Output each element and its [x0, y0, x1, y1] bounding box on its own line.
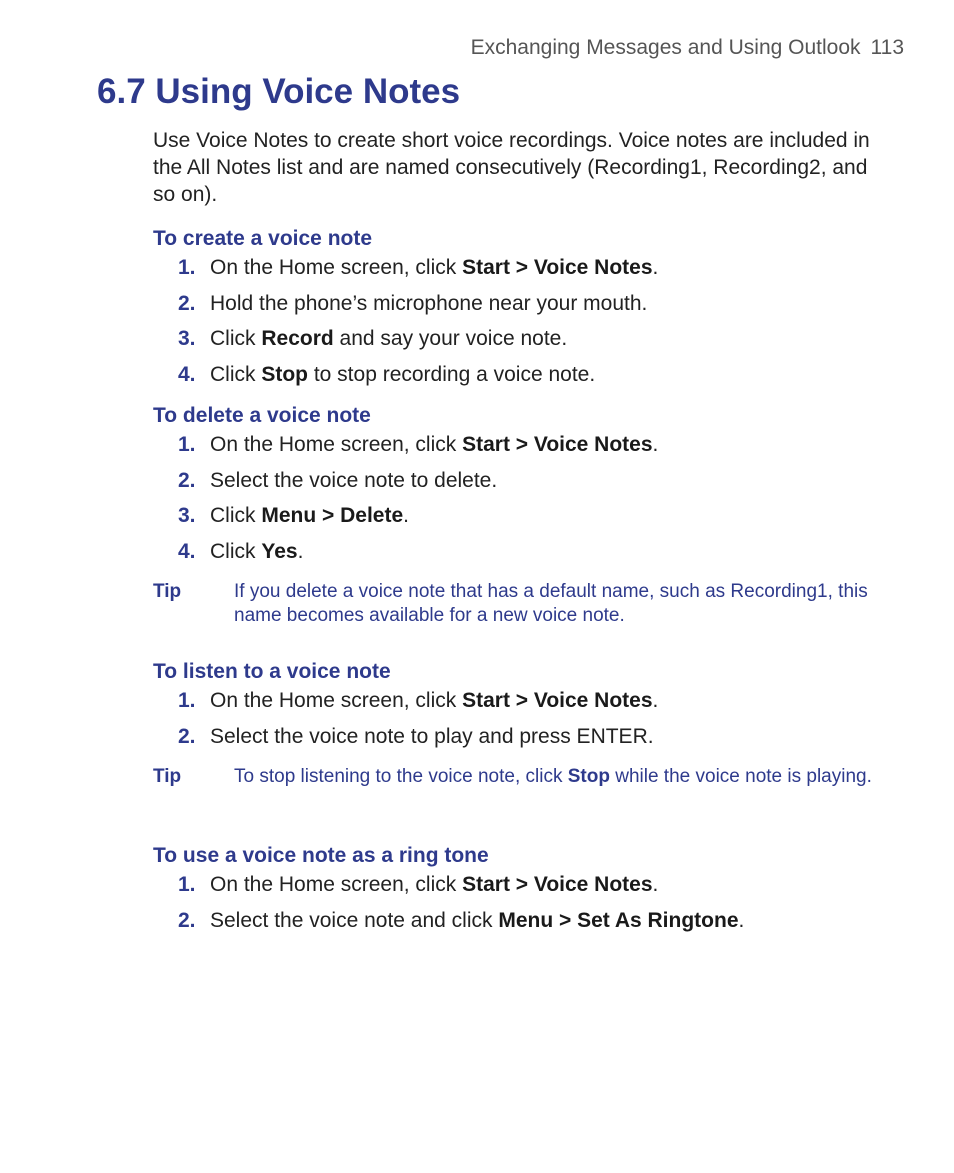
step-text: Select the voice note to play and press ENTER.: [210, 724, 654, 748]
step-item: [153, 467, 893, 503]
step-item: [153, 361, 893, 397]
step-item: [153, 431, 893, 467]
step-number: 3.: [178, 504, 196, 527]
section-ringtone-voice-note: [153, 843, 893, 942]
section-heading: To listen to a voice note: [153, 660, 391, 683]
step-number: 2.: [178, 291, 196, 315]
step-command: Start > Voice Notes: [462, 873, 653, 896]
step-text: Click: [210, 362, 262, 386]
running-header: [471, 36, 904, 60]
tip-text-end: while the voice note is playing.: [609, 766, 872, 787]
step-item: [153, 538, 893, 574]
step-item: [153, 254, 893, 290]
step-command: Record: [261, 327, 334, 350]
step-text-end: .: [652, 873, 659, 896]
step-number: 1.: [178, 689, 196, 712]
step-text: Click: [210, 539, 262, 563]
tip-text: [234, 765, 873, 789]
step-item: [153, 502, 893, 538]
step-number: 4.: [178, 539, 196, 563]
section-heading: To use a voice note as a ring tone: [153, 844, 489, 867]
step-command: Yes: [261, 539, 298, 563]
step-item: [153, 907, 893, 943]
step-item: [153, 290, 893, 326]
step-number: 2.: [178, 908, 196, 932]
step-list: [153, 254, 893, 396]
step-text-end: .: [738, 908, 745, 932]
step-number: 1.: [178, 256, 196, 279]
section-listen-voice-note: [153, 659, 893, 758]
step-number: 1.: [178, 433, 196, 456]
tip-text: [234, 580, 873, 627]
chapter-title: Exchanging Messages and Using Outlook: [470, 36, 861, 59]
step-list: [153, 687, 893, 758]
step-text: Hold the phone’s microphone near your mouth.: [210, 291, 648, 315]
step-text: Select the voice note to delete.: [210, 468, 498, 492]
step-number: 4.: [178, 362, 196, 386]
step-list: [153, 871, 893, 942]
step-text: On the Home screen, click: [210, 873, 463, 896]
step-command: Start > Voice Notes: [462, 689, 653, 712]
step-number: 2.: [178, 468, 196, 492]
tip-text-start: To stop listening to the voice note, click: [234, 766, 568, 787]
step-text-end: .: [652, 256, 659, 279]
page-number: 113: [870, 36, 904, 59]
step-text: Select the voice note and click: [210, 908, 499, 932]
step-text-end: .: [297, 539, 304, 563]
step-text: On the Home screen, click: [210, 433, 463, 456]
tip-label: Tip: [153, 766, 182, 787]
step-text: On the Home screen, click: [210, 689, 463, 712]
step-text: Click: [210, 504, 262, 527]
step-list: [153, 431, 893, 573]
step-command: Stop: [261, 362, 308, 386]
step-command: Menu > Delete: [261, 504, 404, 527]
section-create-voice-note: [153, 226, 893, 396]
tip-text-start: If you delete a voice note that has a default name, such as Recording1, this name becomes available for a new voice note.: [234, 581, 868, 626]
step-text-end: and say your voice note.: [333, 327, 568, 350]
step-item: [153, 723, 893, 759]
step-item: [153, 687, 893, 723]
intro-paragraph: Use Voice Notes to create short voice recordings. Voice notes are included in the All Notes list and are named consecutively (Recording1, Recording2, and so on).: [153, 129, 870, 206]
step-text-end: .: [652, 689, 659, 712]
tip-command: Stop: [567, 766, 610, 787]
step-number: 1.: [178, 873, 196, 896]
step-item: [153, 325, 893, 361]
section-heading: To delete a voice note: [153, 404, 371, 427]
step-item: [153, 871, 893, 907]
tip-box: [153, 765, 873, 789]
step-text: Click: [210, 327, 262, 350]
step-number: 3.: [178, 327, 196, 350]
page-title: 6.7 Using Voice Notes: [97, 72, 461, 111]
step-command: Start > Voice Notes: [462, 256, 653, 279]
step-text: On the Home screen, click: [210, 256, 463, 279]
section-delete-voice-note: [153, 403, 893, 573]
step-command: Menu > Set As Ringtone: [498, 908, 739, 932]
step-text-end: to stop recording a voice note.: [308, 362, 596, 386]
step-text-end: .: [403, 504, 409, 527]
step-number: 2.: [178, 724, 196, 748]
tip-box: [153, 580, 873, 627]
step-text-end: .: [652, 433, 659, 456]
step-command: Start > Voice Notes: [462, 433, 653, 456]
section-heading: To create a voice note: [153, 227, 373, 250]
tip-label: Tip: [153, 581, 182, 602]
